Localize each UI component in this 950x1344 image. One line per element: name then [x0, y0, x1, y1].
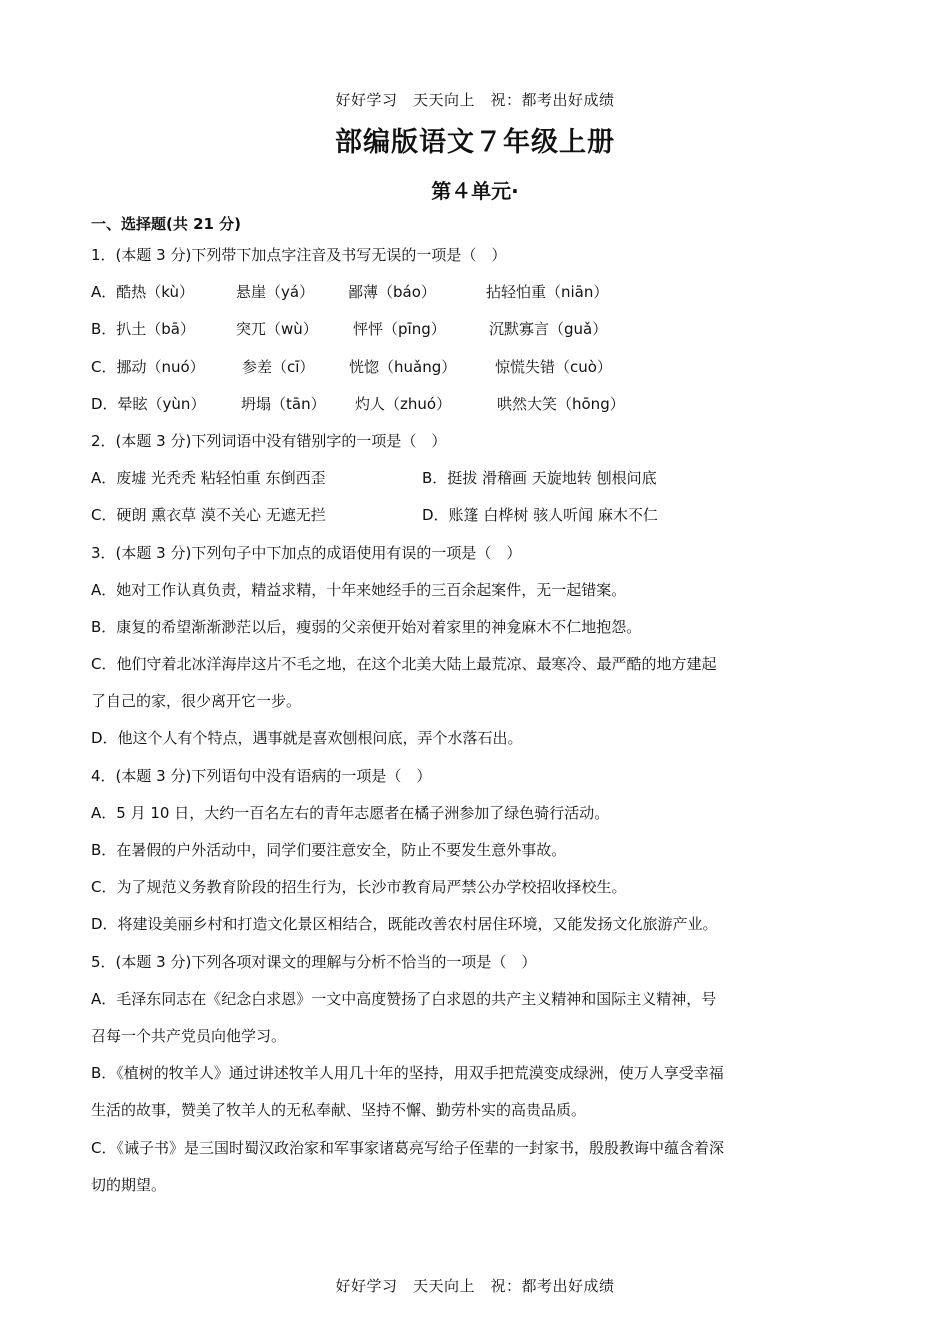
option-item: C．硬朗 熏衣草 漠不关心 无遮无拦 [91, 506, 326, 525]
question-content [91, 212, 796, 1204]
q5-option-b: B．《植树的牧羊人》通过讲述牧羊人用几十年的坚持，用双手把荒漠变成绿洲，使万人享受幸福 [91, 1064, 724, 1083]
option-item: B．扒土（bā） [91, 320, 196, 339]
q4-stem: 4．(本题 3 分)下列语句中没有语病的一项是（ ） [91, 766, 432, 785]
option-item: 坍塌（tān） [241, 394, 326, 413]
q1-stem: 1．(本题 3 分)下列带下加点字注音及书写无误的一项是（ ） [91, 246, 507, 264]
q5-option-c-cont: 切的期望。 [91, 1175, 167, 1194]
page-title: 部编版语文７年级上册 [335, 127, 615, 158]
q4-option-c: C．为了规范义务教育阶段的招生行为，长沙市教育局严禁公办学校招收择校生。 [91, 878, 627, 897]
option-item: D．晕眩（yùn） [91, 394, 206, 413]
q5-option-b-cont: 生活的故事，赞美了牧羊人的无私奉献、坚持不懈、勤劳朴实的高贵品质。 [91, 1101, 587, 1120]
q2-stem: 2．(本题 3 分)下列词语中没有错别字的一项是（ ） [91, 431, 447, 450]
option-item: 悬崖（yá） [236, 283, 315, 302]
section-heading: 一、选择题(共 21 分) [91, 215, 242, 233]
option-item: C．挪动（nuó） [91, 357, 205, 376]
option-item: 恍惚（huǎng） [349, 357, 457, 376]
option-item: 鄙薄（báo） [348, 283, 436, 302]
q3-option-b: B．康复的希望渐渐渺茫以后，瘦弱的父亲便开始对着家里的神龛麻木不仁地抱怨。 [91, 617, 642, 636]
q1-option-b [91, 311, 796, 348]
q5-option-a-cont: 召每一个共产党员向他学习。 [91, 1026, 287, 1045]
q5-option-c: C．《诫子书》是三国时蜀汉政治家和军事家诸葛亮写给子侄辈的一封家书，殷殷教诲中蕴含着深 [91, 1138, 724, 1157]
option-item: 惊慌失错（cuò） [495, 357, 612, 376]
q4-option-b: B．在暑假的户外活动中，同学们要注意安全，防止不要发生意外事故。 [91, 841, 567, 859]
option-item: A．废墟 光秃秃 粘轻怕重 东倒西歪 [91, 469, 326, 488]
q1-option-d [91, 386, 796, 423]
option-item: D．账篷 白桦树 骇人听闻 麻木不仁 [422, 506, 658, 525]
option-item: 突兀（wù） [236, 320, 318, 339]
page-header: 好好学习 天天向上 祝：都考出好成绩 [335, 91, 615, 109]
q2-options-cd [91, 497, 796, 534]
q3-option-a: A．她对工作认真负责，精益求精，十年来她经手的三百余起案件，无一起错案。 [91, 580, 627, 599]
option-item: 哄然大笑（hōng） [497, 394, 625, 413]
q3-option-c-cont: 了自己的家，很少离开它一步。 [91, 692, 302, 711]
q3-option-d: D．他这个人有个特点，遇事就是喜欢刨根问底，弄个水落石出。 [91, 729, 523, 748]
option-item: B．挺拔 滑稽画 天旋地转 刨根问底 [422, 469, 657, 488]
q5-option-a: A．毛泽东同志在《纪念白求恩》一文中高度赞扬了白求恩的共产主义精神和国际主义精神，号 [91, 989, 717, 1008]
option-item: 拈轻怕重（niān） [486, 283, 609, 302]
q3-stem: 3．(本题 3 分)下列句子中下加点的成语使用有误的一项是（ ） [91, 543, 522, 562]
q4-option-a: A．5 月 10 日，大约一百名左右的青年志愿者在橘子洲参加了绿色骑行活动。 [91, 803, 610, 822]
q3-option-c: C．他们守着北冰洋海岸这片不毛之地，在这个北美大陆上最荒凉、最寒冷、最严酷的地方建起 [91, 655, 717, 674]
q5-stem: 5．(本题 3 分)下列各项对课文的理解与分析不恰当的一项是（ ） [91, 952, 537, 971]
option-item: A．酷热（kù） [91, 283, 194, 302]
option-item: 灼人（zhuó） [355, 394, 452, 413]
unit-subtitle: 第４单元· [431, 179, 519, 203]
q1-option-a [91, 274, 796, 311]
q2-options-ab [91, 460, 796, 497]
q4-option-d: D．将建设美丽乡村和打造文化景区相结合，既能改善农村居住环境，又能发扬文化旅游产业。 [91, 915, 718, 934]
option-item: 怦怦（pīng） [353, 320, 446, 339]
page-footer: 好好学习 天天向上 祝：都考出好成绩 [335, 1277, 615, 1295]
option-item: 沉默寡言（guǎ） [489, 320, 608, 339]
option-item: 参差（cī） [242, 357, 315, 376]
q1-option-c [91, 349, 796, 386]
